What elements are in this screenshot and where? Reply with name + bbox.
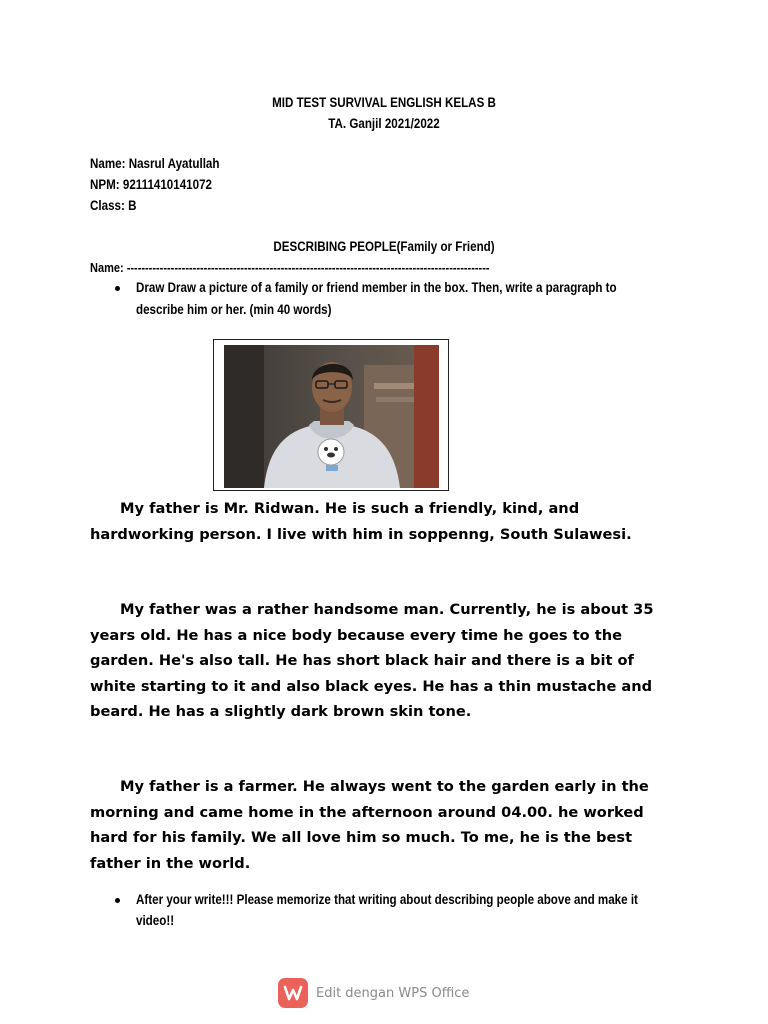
- bullet-icon: [115, 286, 120, 291]
- student-npm: NPM: 92111410141072: [90, 177, 213, 192]
- footer-note-line-2: video!!: [136, 913, 175, 928]
- instruction-line-1: Draw Draw a picture of a family or friend member in the box. Then, write a paragraph to: [136, 280, 617, 295]
- section-heading: DESCRIBING PEOPLE(Family or Friend): [273, 239, 495, 254]
- name-line: Name: ---------------------------------------------------------------------------------------------------: [90, 260, 490, 275]
- wps-logo-icon: [278, 978, 308, 1008]
- footer-note-line-1: After your write!!! Please memorize that writing about describing people above and make it: [136, 892, 638, 907]
- paragraph-3: My father is a farmer. He always went to the garden early in the morning and came home in the afternoon around 04.00. he worked hard for his family. We all love him so much. To me, he is the best father in the world.: [90, 778, 649, 872]
- father-photo: [224, 345, 439, 488]
- photo-box: [213, 339, 449, 491]
- wps-watermark-text: Edit dengan WPS Office: [316, 986, 470, 1001]
- instruction-line-2: describe him or her. (min 40 words): [136, 302, 332, 317]
- document-subtitle: TA. Ganjil 2021/2022: [328, 116, 440, 131]
- document-title: MID TEST SURVIVAL ENGLISH KELAS B: [272, 95, 496, 110]
- bullet-icon: [115, 898, 120, 903]
- paragraph-2: My father was a rather handsome man. Currently, he is about 35 years old. He has a nice body because every time he goes to the garden. He's also tall. He has short black hair and there is a bit of white starting to it and also black eyes. He has a thin mustache and beard. He has a slightly dark brown skin tone.: [90, 601, 654, 720]
- paragraph-1: My father is Mr. Ridwan. He is such a friendly, kind, and hardworking person. I live with him in soppenng, South Sulawesi.: [90, 500, 632, 543]
- student-name: Name: Nasrul Ayatullah: [90, 156, 220, 171]
- student-class: Class: B: [90, 198, 137, 213]
